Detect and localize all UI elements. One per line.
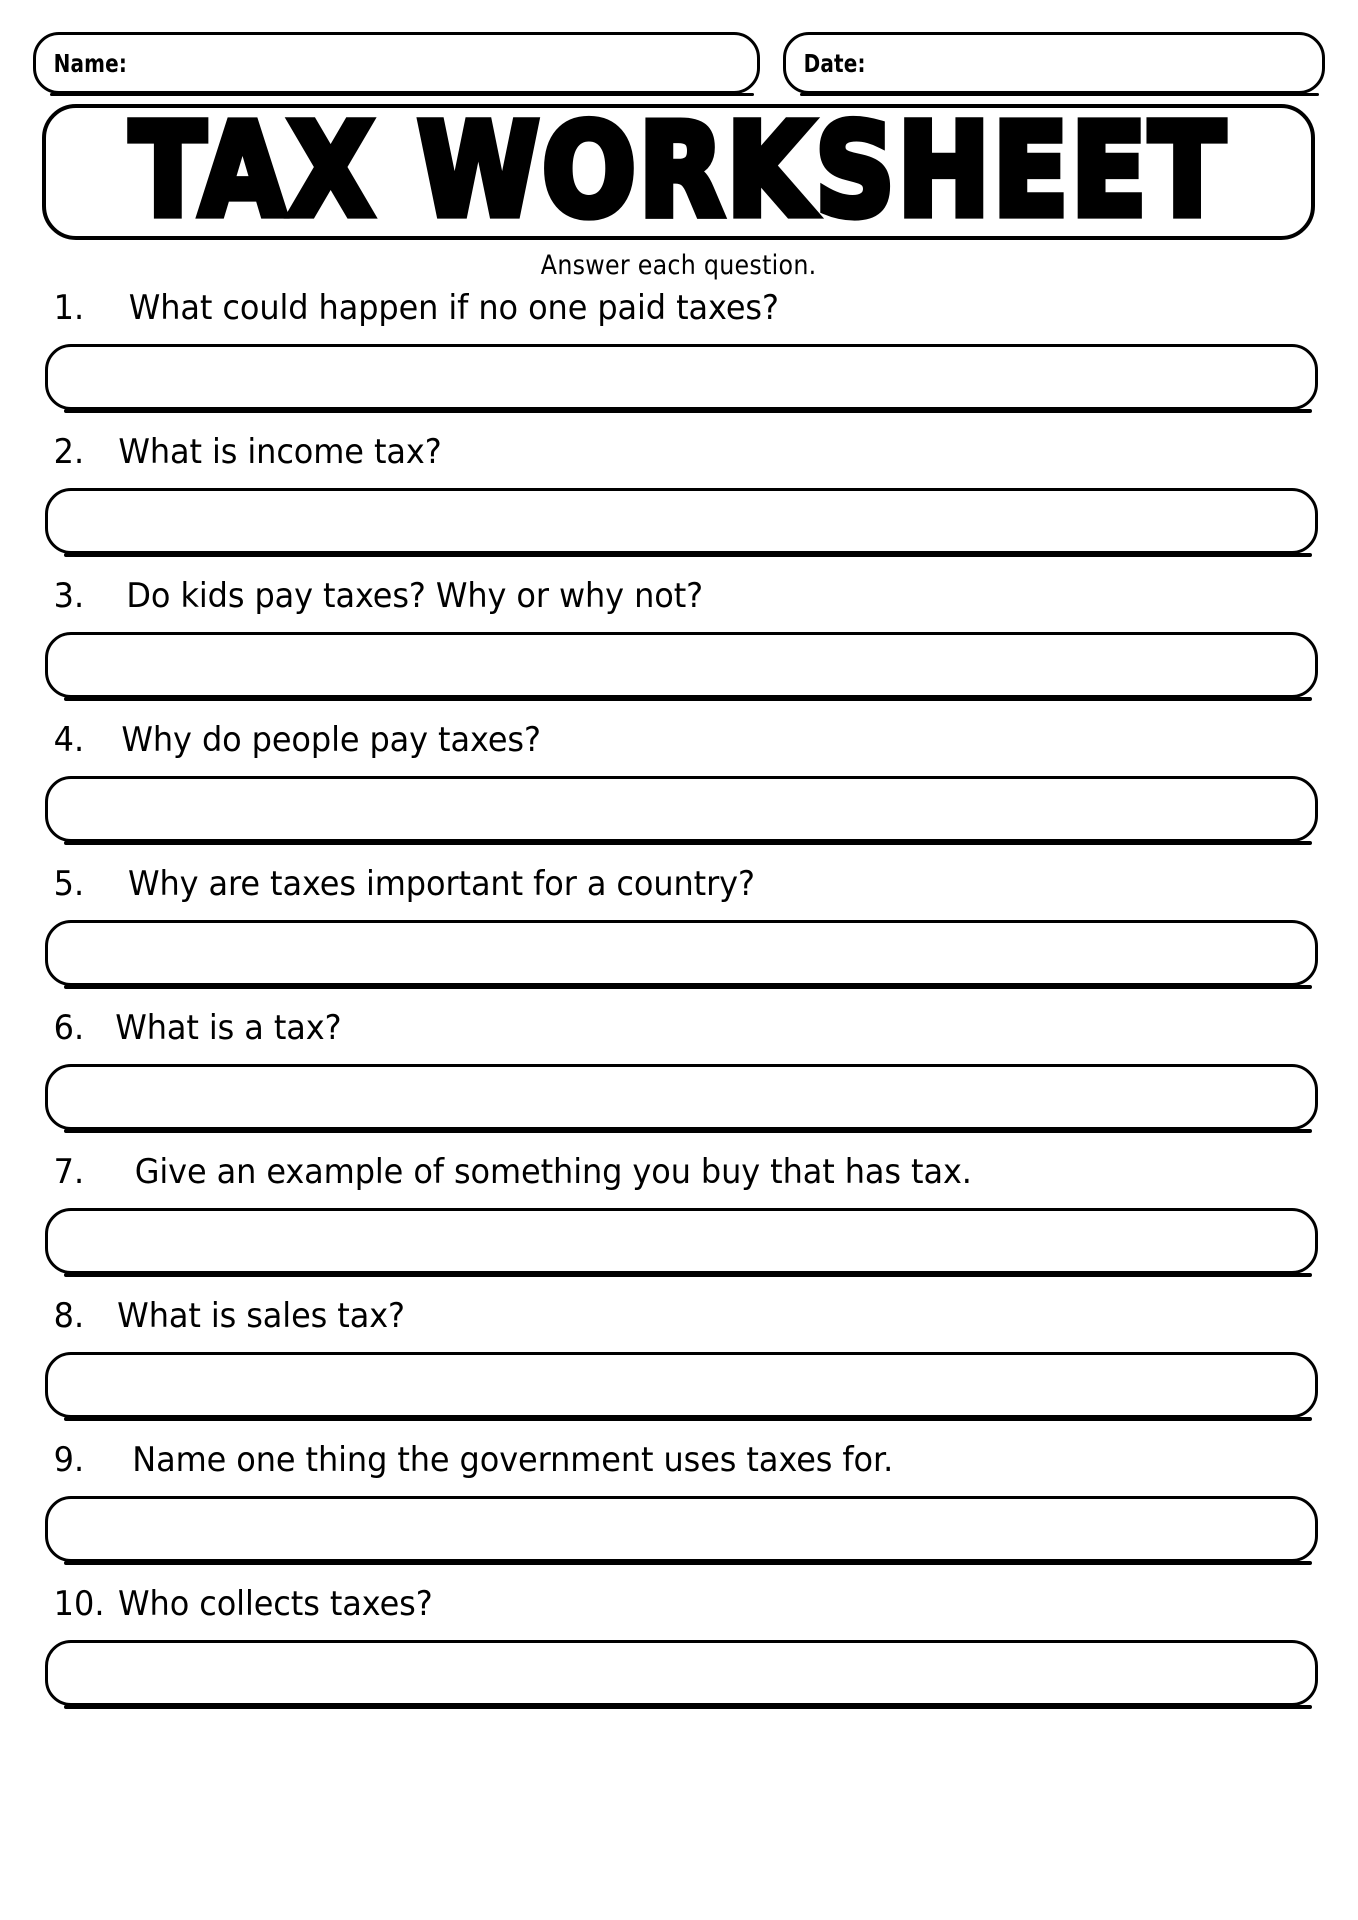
question-item: [0, 1584, 1358, 1706]
question-number: 4.: [53, 720, 85, 760]
question-number: 1.: [53, 288, 85, 328]
question-line: [0, 1296, 1358, 1343]
question-line: [0, 1440, 1358, 1487]
question-text: What is sales tax?: [117, 1296, 405, 1336]
question-text: Do kids pay taxes? Why or why not?: [126, 576, 704, 616]
question-line: [0, 1584, 1358, 1631]
page-title: TAX WORKSHEET: [129, 104, 1228, 240]
question-text: What is income tax?: [118, 432, 442, 472]
answer-box[interactable]: [45, 1352, 1318, 1418]
question-line: [0, 432, 1358, 479]
question-text: What could happen if no one paid taxes?: [128, 288, 779, 328]
answer-box[interactable]: [45, 632, 1318, 698]
instruction-text: [0, 250, 1358, 281]
answer-box[interactable]: [45, 1064, 1318, 1130]
question-item: [0, 432, 1358, 554]
question-text: Why do people pay taxes?: [121, 720, 541, 760]
question-number: 9.: [53, 1440, 85, 1480]
title-banner: [42, 104, 1315, 240]
question-line: [0, 720, 1358, 767]
answer-box[interactable]: [45, 344, 1318, 410]
question-text: Who collects taxes?: [118, 1584, 433, 1624]
question-item: [0, 864, 1358, 986]
answer-box[interactable]: [45, 1496, 1318, 1562]
question-item: [0, 576, 1358, 698]
question-list: [0, 288, 1358, 1728]
question-item: [0, 1152, 1358, 1274]
header-fields-row: [33, 32, 1325, 94]
name-field[interactable]: [33, 32, 760, 94]
question-number: 5.: [53, 864, 85, 904]
question-number: 7.: [53, 1152, 85, 1192]
question-number: 2.: [53, 432, 85, 472]
name-field-label: Name:: [53, 48, 128, 78]
question-text: Why are taxes important for a country?: [128, 864, 755, 904]
question-line: [0, 864, 1358, 911]
answer-box[interactable]: [45, 920, 1318, 986]
question-number: 8.: [53, 1296, 85, 1336]
question-line: [0, 576, 1358, 623]
question-line: [0, 288, 1358, 335]
question-line: [0, 1152, 1358, 1199]
answer-box[interactable]: [45, 1208, 1318, 1274]
date-field[interactable]: [783, 32, 1325, 94]
question-item: [0, 1296, 1358, 1418]
date-field-label: Date:: [803, 48, 866, 78]
instruction-label: Answer each question.: [541, 250, 817, 281]
question-line: [0, 1008, 1358, 1055]
question-item: [0, 1440, 1358, 1562]
question-item: [0, 1008, 1358, 1130]
question-number: 3.: [53, 576, 85, 616]
question-text: What is a tax?: [115, 1008, 342, 1048]
question-text: Name one thing the government uses taxes for.: [132, 1440, 894, 1480]
question-item: [0, 288, 1358, 410]
question-text: Give an example of something you buy that has tax.: [134, 1152, 972, 1192]
question-number: 6.: [53, 1008, 85, 1048]
question-item: [0, 720, 1358, 842]
answer-box[interactable]: [45, 488, 1318, 554]
answer-box[interactable]: [45, 1640, 1318, 1706]
answer-box[interactable]: [45, 776, 1318, 842]
question-number: 10.: [53, 1584, 105, 1624]
